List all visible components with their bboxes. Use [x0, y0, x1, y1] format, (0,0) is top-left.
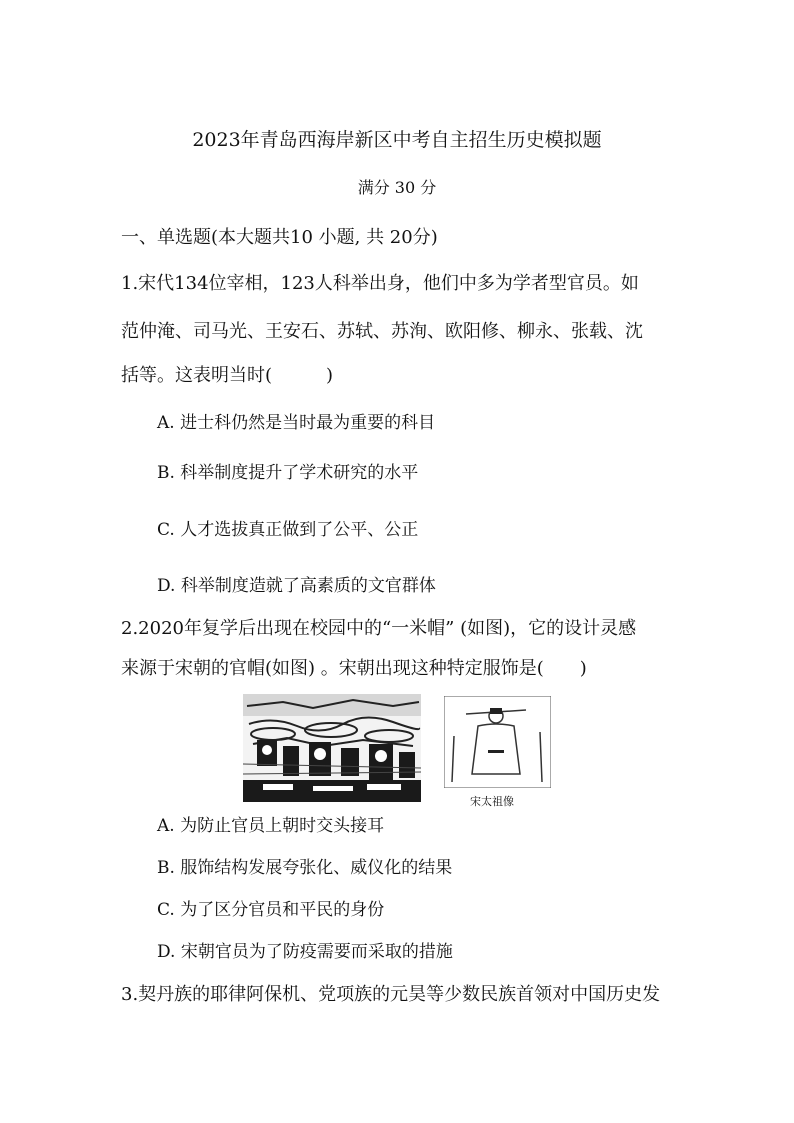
option-d: D. 科举制度造就了高素质的文官群体 [157, 576, 436, 596]
option-d: D. 宋朝官员为了防疫需要而采取的措施 [157, 942, 453, 962]
full-score: 满分 30 分 [357, 178, 437, 197]
option-b: B. 服饰结构发展夸张化、威仪化的结果 [157, 858, 453, 878]
question-stem-line: 2.2020年复学后出现在校园中的“一米帽” (如图)，它的设计灵感 [121, 618, 637, 639]
question-stem-line: 来源于宋朝的官帽(如图) 。宋朝出现这种特定服饰是( ) [121, 658, 587, 679]
exam-title: 2023年青岛西海岸新区中考自主招生历史模拟题 [192, 129, 602, 151]
question-stem-line: 3.契丹族的耶律阿保机、党项族的元昊等少数民族首领对中国历史发 [121, 984, 661, 1005]
classroom-photo [243, 694, 421, 802]
option-a: A. 进士科仍然是当时最为重要的科目 [157, 413, 436, 433]
question-stem-line: 1.宋代134位宰相，123人科举出身，他们中多为学者型官员。如 [121, 273, 639, 294]
option-c: C. 为了区分官员和平民的身份 [157, 900, 385, 920]
portrait-caption: 宋太祖像 [470, 795, 514, 808]
portrait-photo [444, 696, 551, 788]
option-b: B. 科举制度提升了学术研究的水平 [157, 463, 419, 483]
option-a: A. 为防止官员上朝时交头接耳 [157, 816, 385, 836]
question-stem-line: 范仲淹、司马光、王安石、苏轼、苏洵、欧阳修、柳永、张载、沈 [121, 321, 643, 342]
question-stem-line: 括等。这表明当时( ) [121, 365, 334, 386]
option-c: C. 人才选拔真正做到了公平、公正 [157, 520, 419, 540]
section-heading: 一、单选题(本大题共10 小题, 共 20分) [121, 227, 438, 248]
